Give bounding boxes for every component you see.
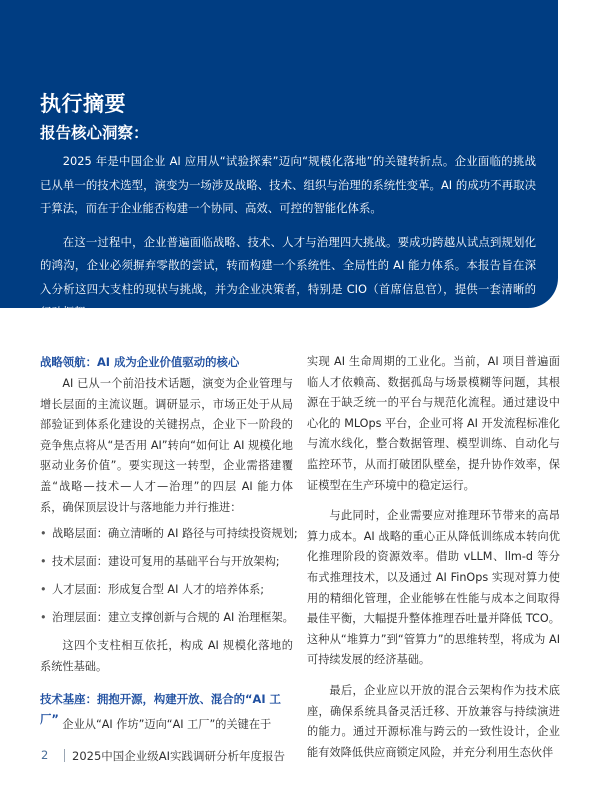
- right-column: [307, 352, 560, 763]
- report-title: 2025中国企业级AI实践调研分析年度报告: [72, 749, 286, 763]
- body-paragraph: 与此同时，企业需要应对推理环节带来的高昂算力成本。AI 战略的重心正从降低训练成本转向优化推理阶段的资源效率。借助 vLLM、llm-d 等分布式推理技术，以及通过 AI FinOps 实现对算力使用的精细化管理，企业能够在性能与成本之间取得最佳平衡，大幅提升整体推理吞吐量并降低 TCO。这种从“堆算力”到“管算力”的思维转型，将成为 AI 可持续发展的经济基础。: [307, 509, 560, 667]
- section-title-technology: 技术基座：拥抱开源，构建开放、混合的“AI 工厂”: [40, 692, 281, 727]
- bullet-icon: •: [40, 555, 47, 569]
- list-item-text: 战略层面：确立清晰的 AI 路径与可持续投资规划;: [52, 527, 298, 541]
- body-paragraph: 最后，企业应以开放的混合云架构作为技术底座，确保系统具备灵活迁移、开放兼容与持续演进的能力。通过开源标准与跨云的一致性设计，企业能有效降低供应商锁定风险，并充分利用生态伙伴: [307, 683, 560, 759]
- bullet-icon: •: [40, 583, 47, 597]
- footer-divider: [64, 749, 65, 762]
- summary-body: [40, 150, 536, 335]
- body-paragraph: 实现 AI 生命周期的工业化。当前，AI 项目普遍面临人才依赖高、数据孤岛与场景模糊等问题，其根源在于缺乏统一的平台与规范化流程。通过建设中心化的 MLOps 平台，企业可将 AI 开发流程标准化与流水线化，整合数据管理、模型训练、自动化与监控环节，从而打破团队壁垒，提升协作效率，保证模型在生产环境中的稳定运行。: [307, 355, 560, 492]
- page-footer: [0, 748, 600, 768]
- list-item-text: 治理层面：建立支撑创新与合规的 AI 治理框架。: [52, 611, 294, 625]
- body-paragraph: AI 已从一个前沿技术话题，演变为企业管理与增长层面的主流议题。调研显示，市场正处于从局部验证到体系化建设的关键拐点，企业下一阶段的竞争焦点将从“是否用 AI”转向“如何让 AI 规模化地驱动业务价值”。要实现这一转型，企业需搭建覆盖“战略—技术—人才—治理”的四层 AI 能力体系，确保顶层设计与落地能力并行推进：: [40, 377, 293, 514]
- list-item: [40, 524, 298, 544]
- section-title-strategy: 战略领航：AI 成为企业价值驱动的核心: [40, 355, 240, 369]
- list-item: [40, 608, 293, 628]
- list-item-text: 技术层面：建设可复用的基础平台与开放架构;: [52, 555, 280, 569]
- bullet-icon: •: [40, 611, 47, 625]
- page-number: 2: [41, 748, 49, 762]
- list-item: [40, 580, 293, 600]
- summary-paragraph: 2025 年是中国企业 AI 应用从“试验探索”迈向“规模化落地”的关键转折点。企业面临的挑战已从单一的技术选型，演变为一场涉及战略、技术、组织与治理的系统性变革。AI 的成功不再取决于算法，而在于企业能否构建一个协同、高效、可控的智能化体系。: [40, 154, 536, 215]
- summary-paragraph: 在这一过程中，企业普遍面临战略、技术、人才与治理四大挑战。要成功跨越从试点到规划化的鸿沟，企业必须摒弃零散的尝试，转而构建一个系统性、全局性的 AI 能力体系。本报告旨在深入分析这四大支柱的现状与挑战，并为企业决策者，特别是 CIO（首席信息官），提供一套清晰的行动框架。: [40, 234, 536, 319]
- body-paragraph: 企业从“AI 作坊”迈向“AI 工厂”的关键在于: [62, 718, 272, 732]
- executive-summary-banner: [0, 0, 558, 319]
- pillar-list: [40, 524, 298, 628]
- list-item-text: 人才层面：形成复合型 AI 人才的培养体系;: [52, 583, 265, 597]
- core-insights-subtitle: 报告核心洞察：: [40, 124, 149, 142]
- page-title: 执行摘要: [40, 92, 126, 116]
- bullet-icon: •: [40, 527, 47, 541]
- body-paragraph: 这四个支柱相互依托，构成 AI 规模化落地的系统性基础。: [40, 639, 293, 673]
- left-column: [40, 352, 298, 736]
- list-item: [40, 552, 293, 572]
